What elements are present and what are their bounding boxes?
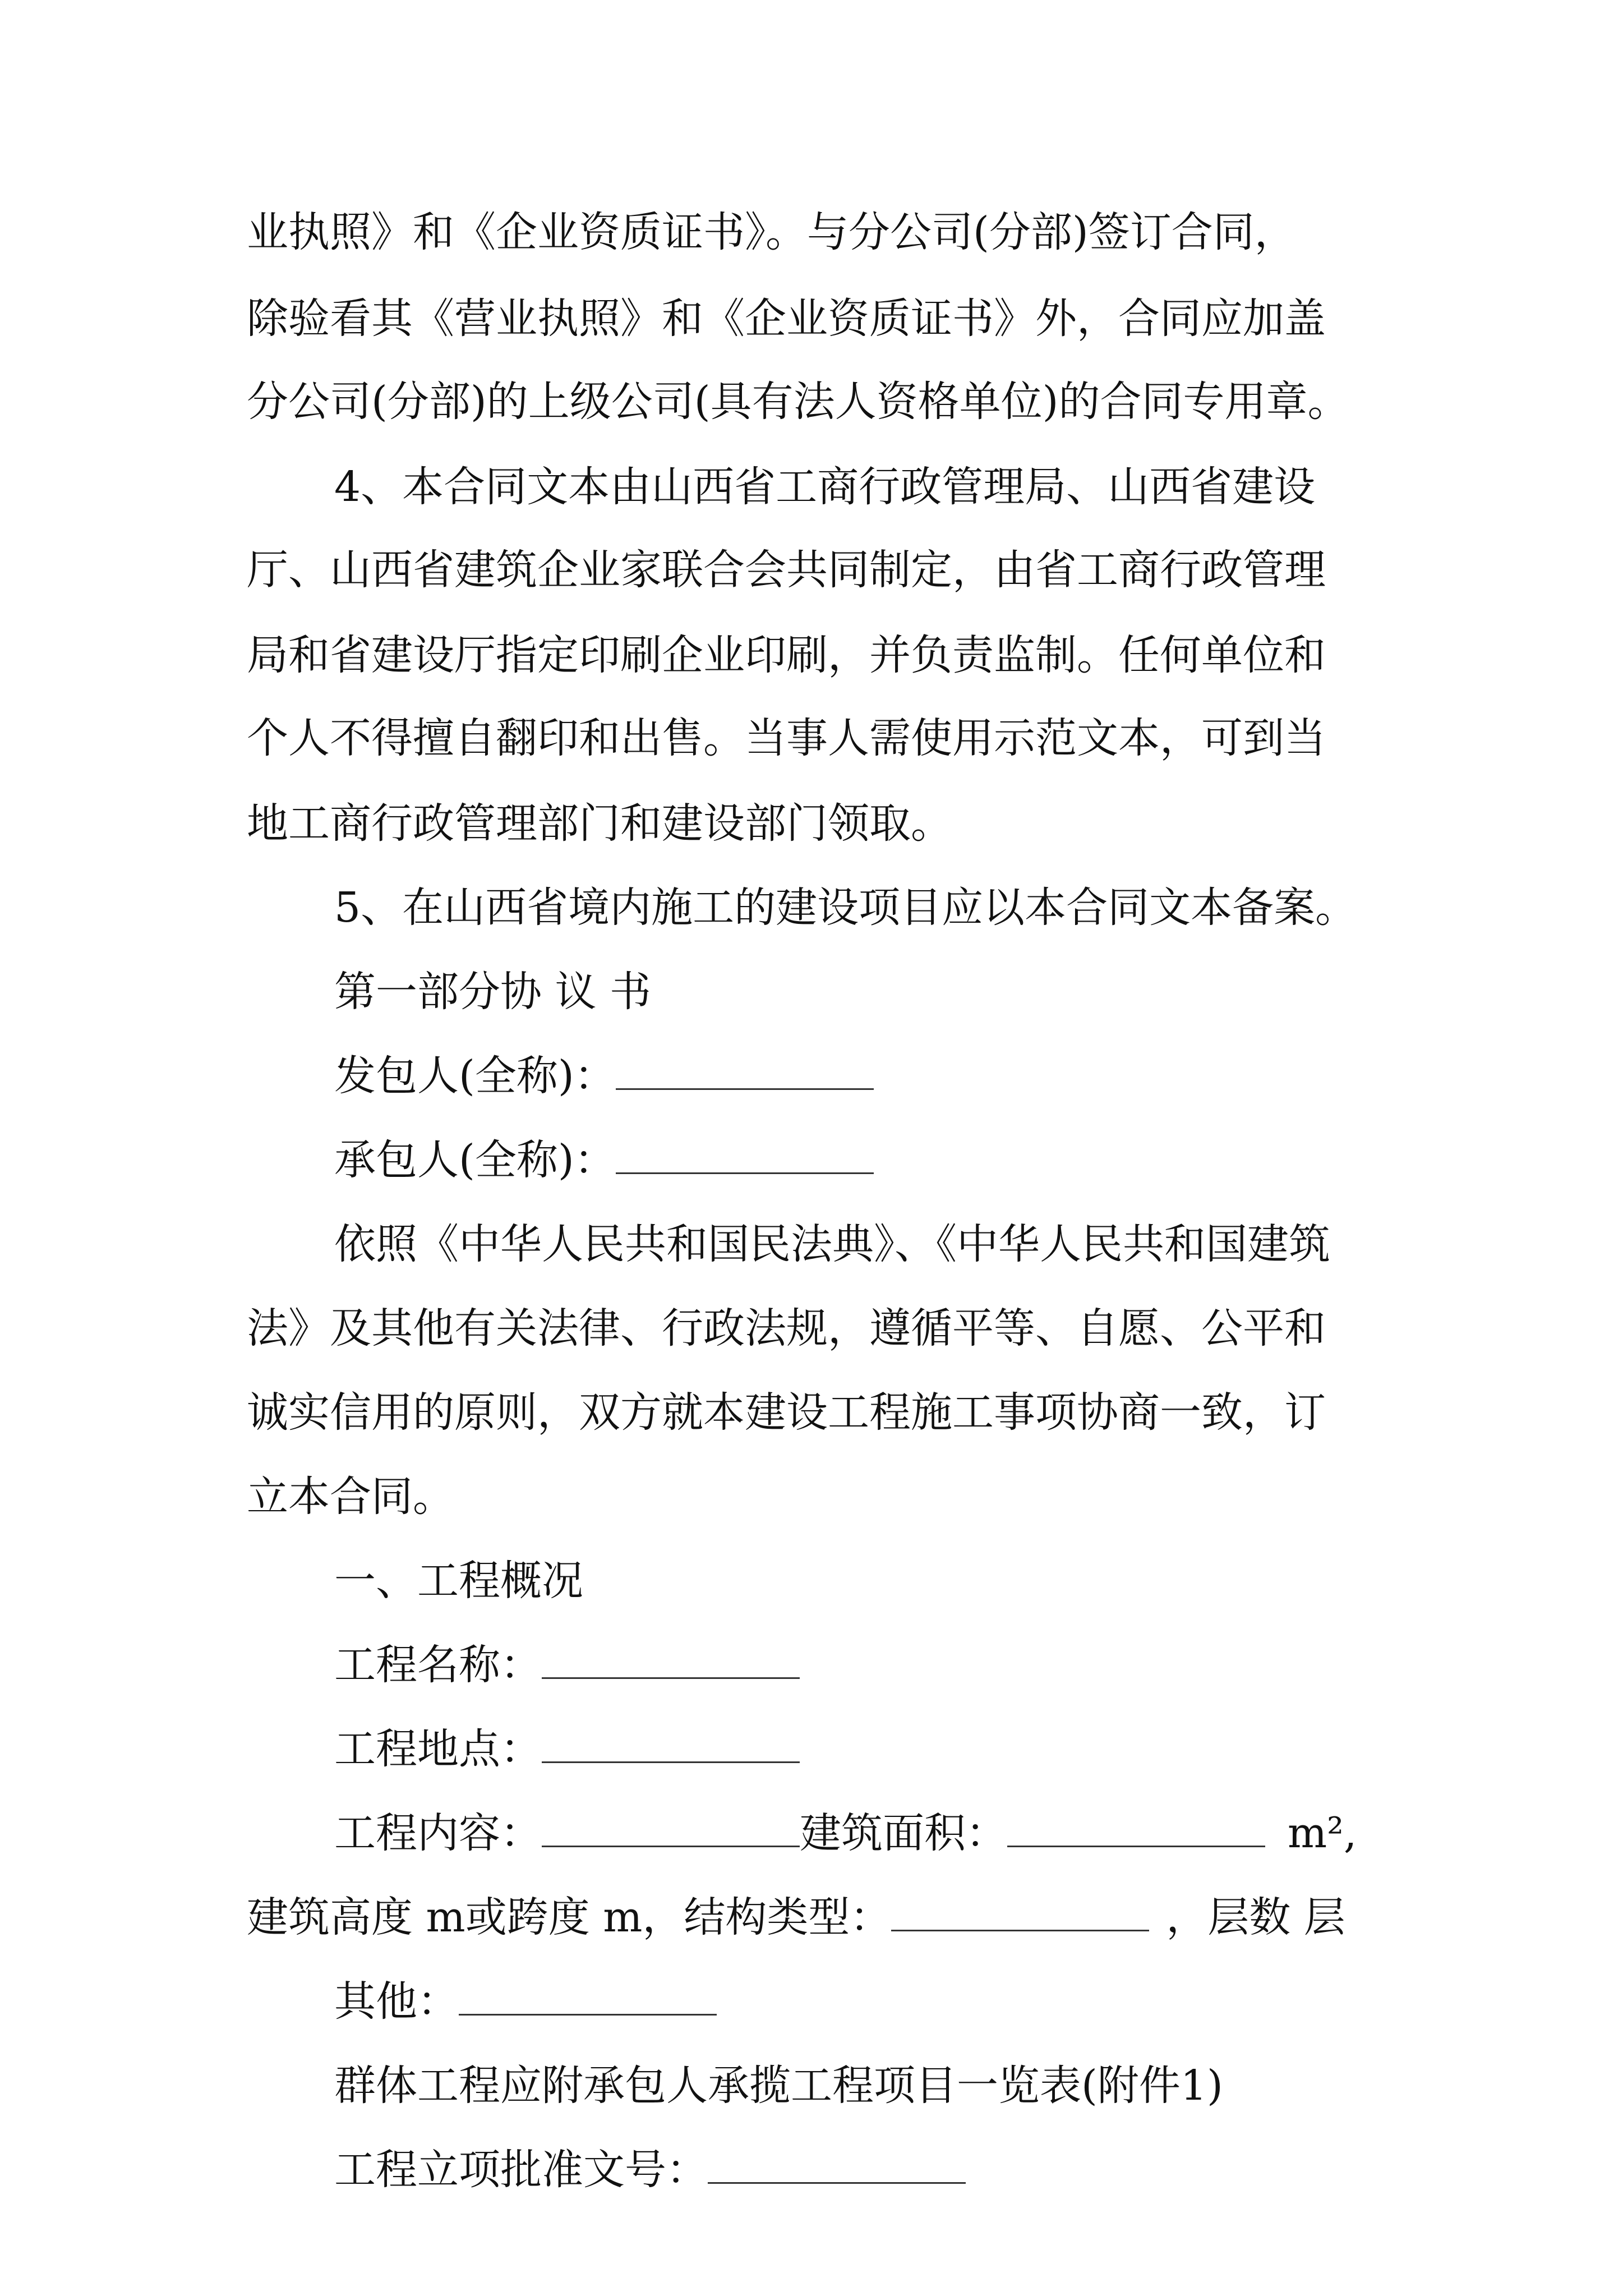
other-blank	[459, 1978, 717, 2016]
employer-label: 发包人(全称)：	[334, 1052, 616, 1100]
text-line: 厅、山西省建筑企业家联合会共同制定，由省工商行政管理	[247, 546, 1326, 594]
building-area-label: 建筑面积：	[800, 1809, 1007, 1857]
project-content-blank	[542, 1810, 800, 1847]
contractor-name-blank	[616, 1137, 874, 1174]
project-name-blank	[542, 1641, 800, 1679]
building-height-label: 建筑高度 m或跨度 m，结构类型：	[247, 1893, 892, 1941]
text-line: 局和省建设厅指定印刷企业印刷，并负责监制。任何单位和	[247, 631, 1326, 679]
text-line: 4、本合同文本由山西省工商行政管理局、山西省建设	[334, 463, 1316, 511]
approval-number-blank	[708, 2146, 966, 2184]
text-line: 个人不得擅自翻印和出售。当事人需使用示范文本，可到当	[247, 714, 1326, 762]
other-label: 其他：	[334, 1977, 459, 2026]
project-location-row	[334, 1721, 800, 1777]
project-content-row	[334, 1805, 1357, 1861]
approval-number-row	[334, 2142, 966, 2198]
text-line: 5、在山西省境内施工的建设项目应以本合同文本备案。	[334, 884, 1357, 932]
project-content-label: 工程内容：	[334, 1809, 542, 1857]
project-name-row	[334, 1637, 800, 1693]
project-name-label: 工程名称：	[334, 1641, 542, 1689]
section-heading: 第一部分协 议 书	[334, 968, 652, 1016]
text-line: 分公司(分部)的上级公司(具有法人资格单位)的合同专用章。	[247, 378, 1349, 426]
project-location-label: 工程地点：	[334, 1725, 542, 1773]
text-line: 依照《中华人民共和国民法典》、《中华人民共和国建筑	[334, 1220, 1330, 1268]
section-heading: 一、工程概况	[334, 1557, 583, 1605]
text-line: 诚实信用的原则，双方就本建设工程施工事项协商一致，订	[247, 1388, 1326, 1437]
building-area-blank	[1007, 1810, 1265, 1847]
other-row	[334, 1973, 717, 2030]
contractor-name-row	[334, 1132, 874, 1188]
employer-name-row	[334, 1048, 874, 1104]
text-line: 业执照》和《企业资质证书》。与分公司(分部)签订合同，	[247, 208, 1296, 256]
project-location-blank	[542, 1726, 800, 1763]
text-line: 地工商行政管理部门和建设部门领取。	[247, 799, 952, 848]
text-line: 法》及其他有关法律、行政法规，遵循平等、自愿、公平和	[247, 1304, 1326, 1352]
floors-label: ，层数 层	[1166, 1893, 1345, 1941]
employer-name-blank	[616, 1052, 874, 1090]
approval-number-label: 工程立项批准文号：	[334, 2146, 708, 2194]
contractor-label: 承包人(全称)：	[334, 1136, 616, 1184]
structure-type-blank	[891, 1894, 1149, 1931]
text-line: 除验看其《营业执照》和《企业资质证书》外，合同应加盖	[247, 295, 1326, 343]
building-height-row	[247, 1889, 1345, 1945]
text-line: 群体工程应附承包人承揽工程项目一览表(附件1)	[334, 2062, 1223, 2110]
text-line: 立本合同。	[247, 1473, 454, 1521]
area-unit: m²,	[1288, 1809, 1357, 1857]
